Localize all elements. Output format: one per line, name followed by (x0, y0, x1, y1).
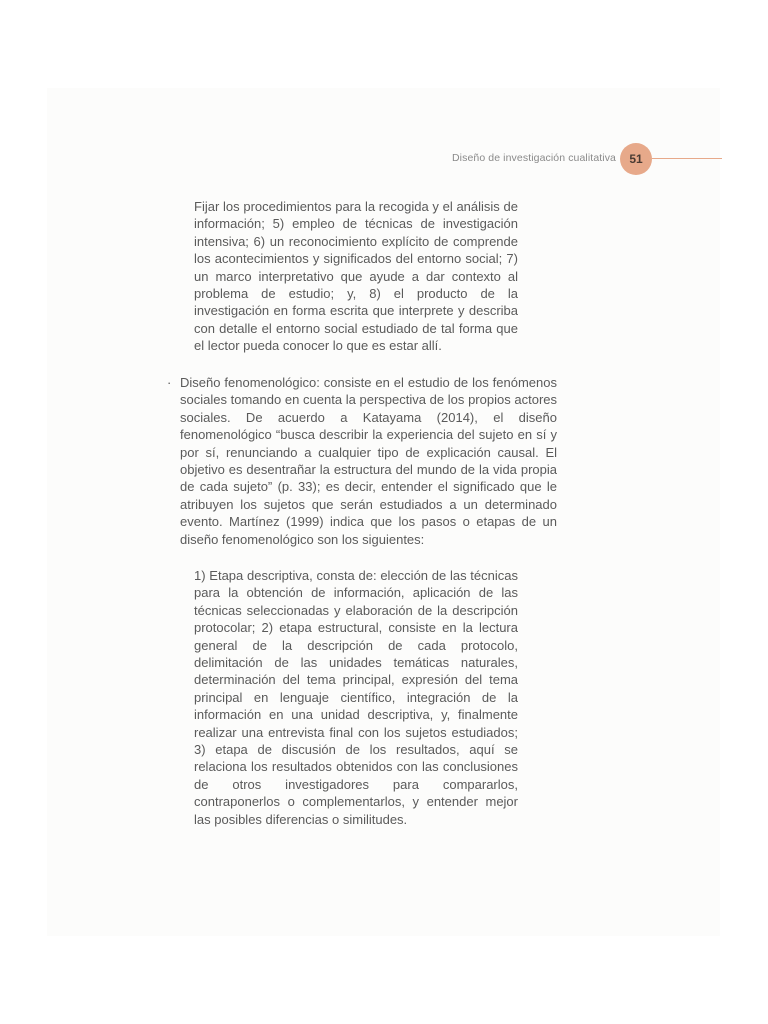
bullet-marker: · (167, 375, 172, 390)
running-title: Diseño de investigación cualitativa (451, 152, 616, 164)
paragraph-stages: 1) Etapa descriptiva, consta de: elección de las técnicas para la obtención de información, aplicación de las técnicas seleccionadas y elaboración de la descripción protocolar; 2) etapa estructural, consiste en la lectura general de la descripción de cada protocolo, delimitación de las unidades temáticas naturales, determinación del tema principal, expresión del tema principal en lenguaje científico, integración de la información en una unidad descriptiva, y, finalmente realizar una entrevista final con los sujetos estudiados; 3) etapa de discusión de los resultados, aquí se relaciona los resultados obtenidos con las conclusiones de otros investigadores para compararlos, contraponerlos o complementarlos, y entender mejor las posibles diferencias o similitudes. (194, 568, 518, 827)
paragraph-continuation: Fijar los procedimientos para la recogida y el análisis de información; 5) empleo de técnicas de investigación intensiva; 6) un reconocimiento explícito de comprende los acontecimientos y significados del entorno social; 7) un marco interpretativo que ayude a dar contexto al problema de estudio; y, 8) el producto de la investigación en forma escrita que interprete y describa con detalle el entorno social estudiado de tal forma que el lector pueda conocer lo que es estar allí. (194, 199, 518, 354)
page-number-badge: 51 (620, 143, 652, 175)
bullet-paragraph-fenomenologico: Diseño fenomenológico: consiste en el estudio de los fenómenos sociales tomando en cuenta la perspectiva de los propios actores sociales. De acuerdo a Katayama (2014), el diseño fenomenológico “busca describir la experiencia del sujeto en sí y por sí, renunciando a cualquier tipo de explicación causal. El objetivo es desentrañar la estructura del mundo de la vida propia de cada sujeto” (p. 33); es decir, entender el significado que le atribuyen los sujetos que serán estudiados a un determinado evento. Martínez (1999) indica que los pasos o etapas de un diseño fenomenológico son los siguientes: (180, 375, 557, 547)
